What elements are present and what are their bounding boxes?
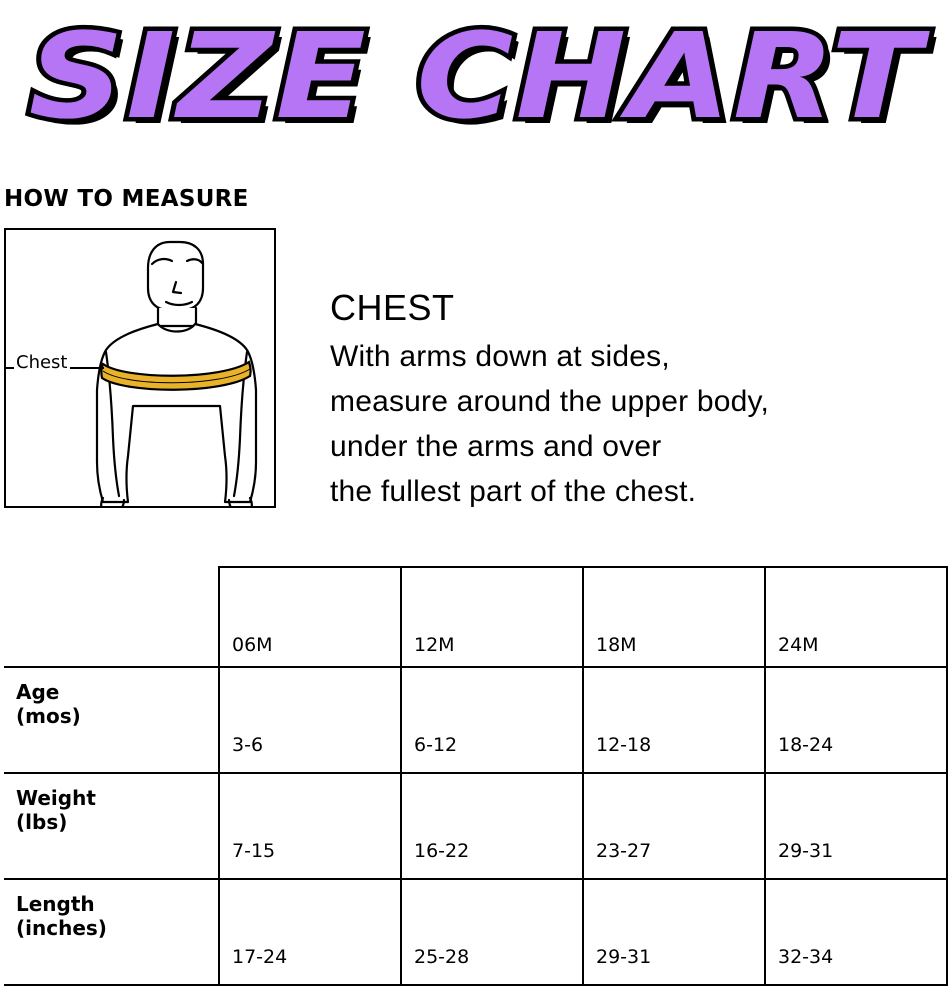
table-cell-age-18m: 12-18 (583, 667, 765, 773)
chest-description-line-2: measure around the upper body, (330, 385, 770, 418)
table-cell-weight-24m: 29-31 (765, 773, 947, 879)
chest-description-line-4: the fullest part of the chest. (330, 475, 697, 508)
table-corner-cell (4, 567, 219, 667)
chest-callout-label: Chest (16, 352, 68, 373)
row-label-weight: Weight (16, 786, 96, 810)
row-label-age: Age (16, 680, 60, 704)
table-column-header-12m: 12M (401, 567, 583, 667)
table-header-row (4, 567, 947, 667)
chest-description (330, 286, 945, 514)
table-cell-length-06m: 17-24 (219, 879, 401, 985)
table-column-header-06m: 06M (219, 567, 401, 667)
row-label-length: Length (16, 892, 95, 916)
table-cell-weight-12m: 16-22 (401, 773, 583, 879)
table-row (4, 667, 947, 773)
table-cell-weight-06m: 7-15 (219, 773, 401, 879)
table-row-header-age (4, 667, 219, 773)
chest-description-body (330, 334, 945, 514)
row-unit-length: (inches) (16, 916, 107, 940)
row-unit-age: (mos) (16, 704, 81, 728)
table-row (4, 773, 947, 879)
table-cell-weight-18m: 23-27 (583, 773, 765, 879)
chest-description-line-1: With arms down at sides, (330, 340, 670, 373)
size-table (4, 566, 948, 986)
row-unit-weight: (lbs) (16, 810, 68, 834)
page-title: SIZE CHART (28, 7, 924, 145)
table-row-header-length (4, 879, 219, 985)
table-cell-length-12m: 25-28 (401, 879, 583, 985)
chest-description-heading: CHEST (330, 287, 455, 328)
table-cell-length-24m: 32-34 (765, 879, 947, 985)
table-column-header-18m: 18M (583, 567, 765, 667)
table-cell-age-12m: 6-12 (401, 667, 583, 773)
table-row-header-weight (4, 773, 219, 879)
table-cell-age-06m: 3-6 (219, 667, 401, 773)
table-cell-length-18m: 29-31 (583, 879, 765, 985)
how-to-measure-heading: HOW TO MEASURE (4, 186, 249, 212)
page-title-banner (0, 0, 952, 152)
table-row (4, 879, 947, 985)
table-column-header-24m: 24M (765, 567, 947, 667)
chest-description-line-3: under the arms and over (330, 430, 662, 463)
table-cell-age-24m: 18-24 (765, 667, 947, 773)
